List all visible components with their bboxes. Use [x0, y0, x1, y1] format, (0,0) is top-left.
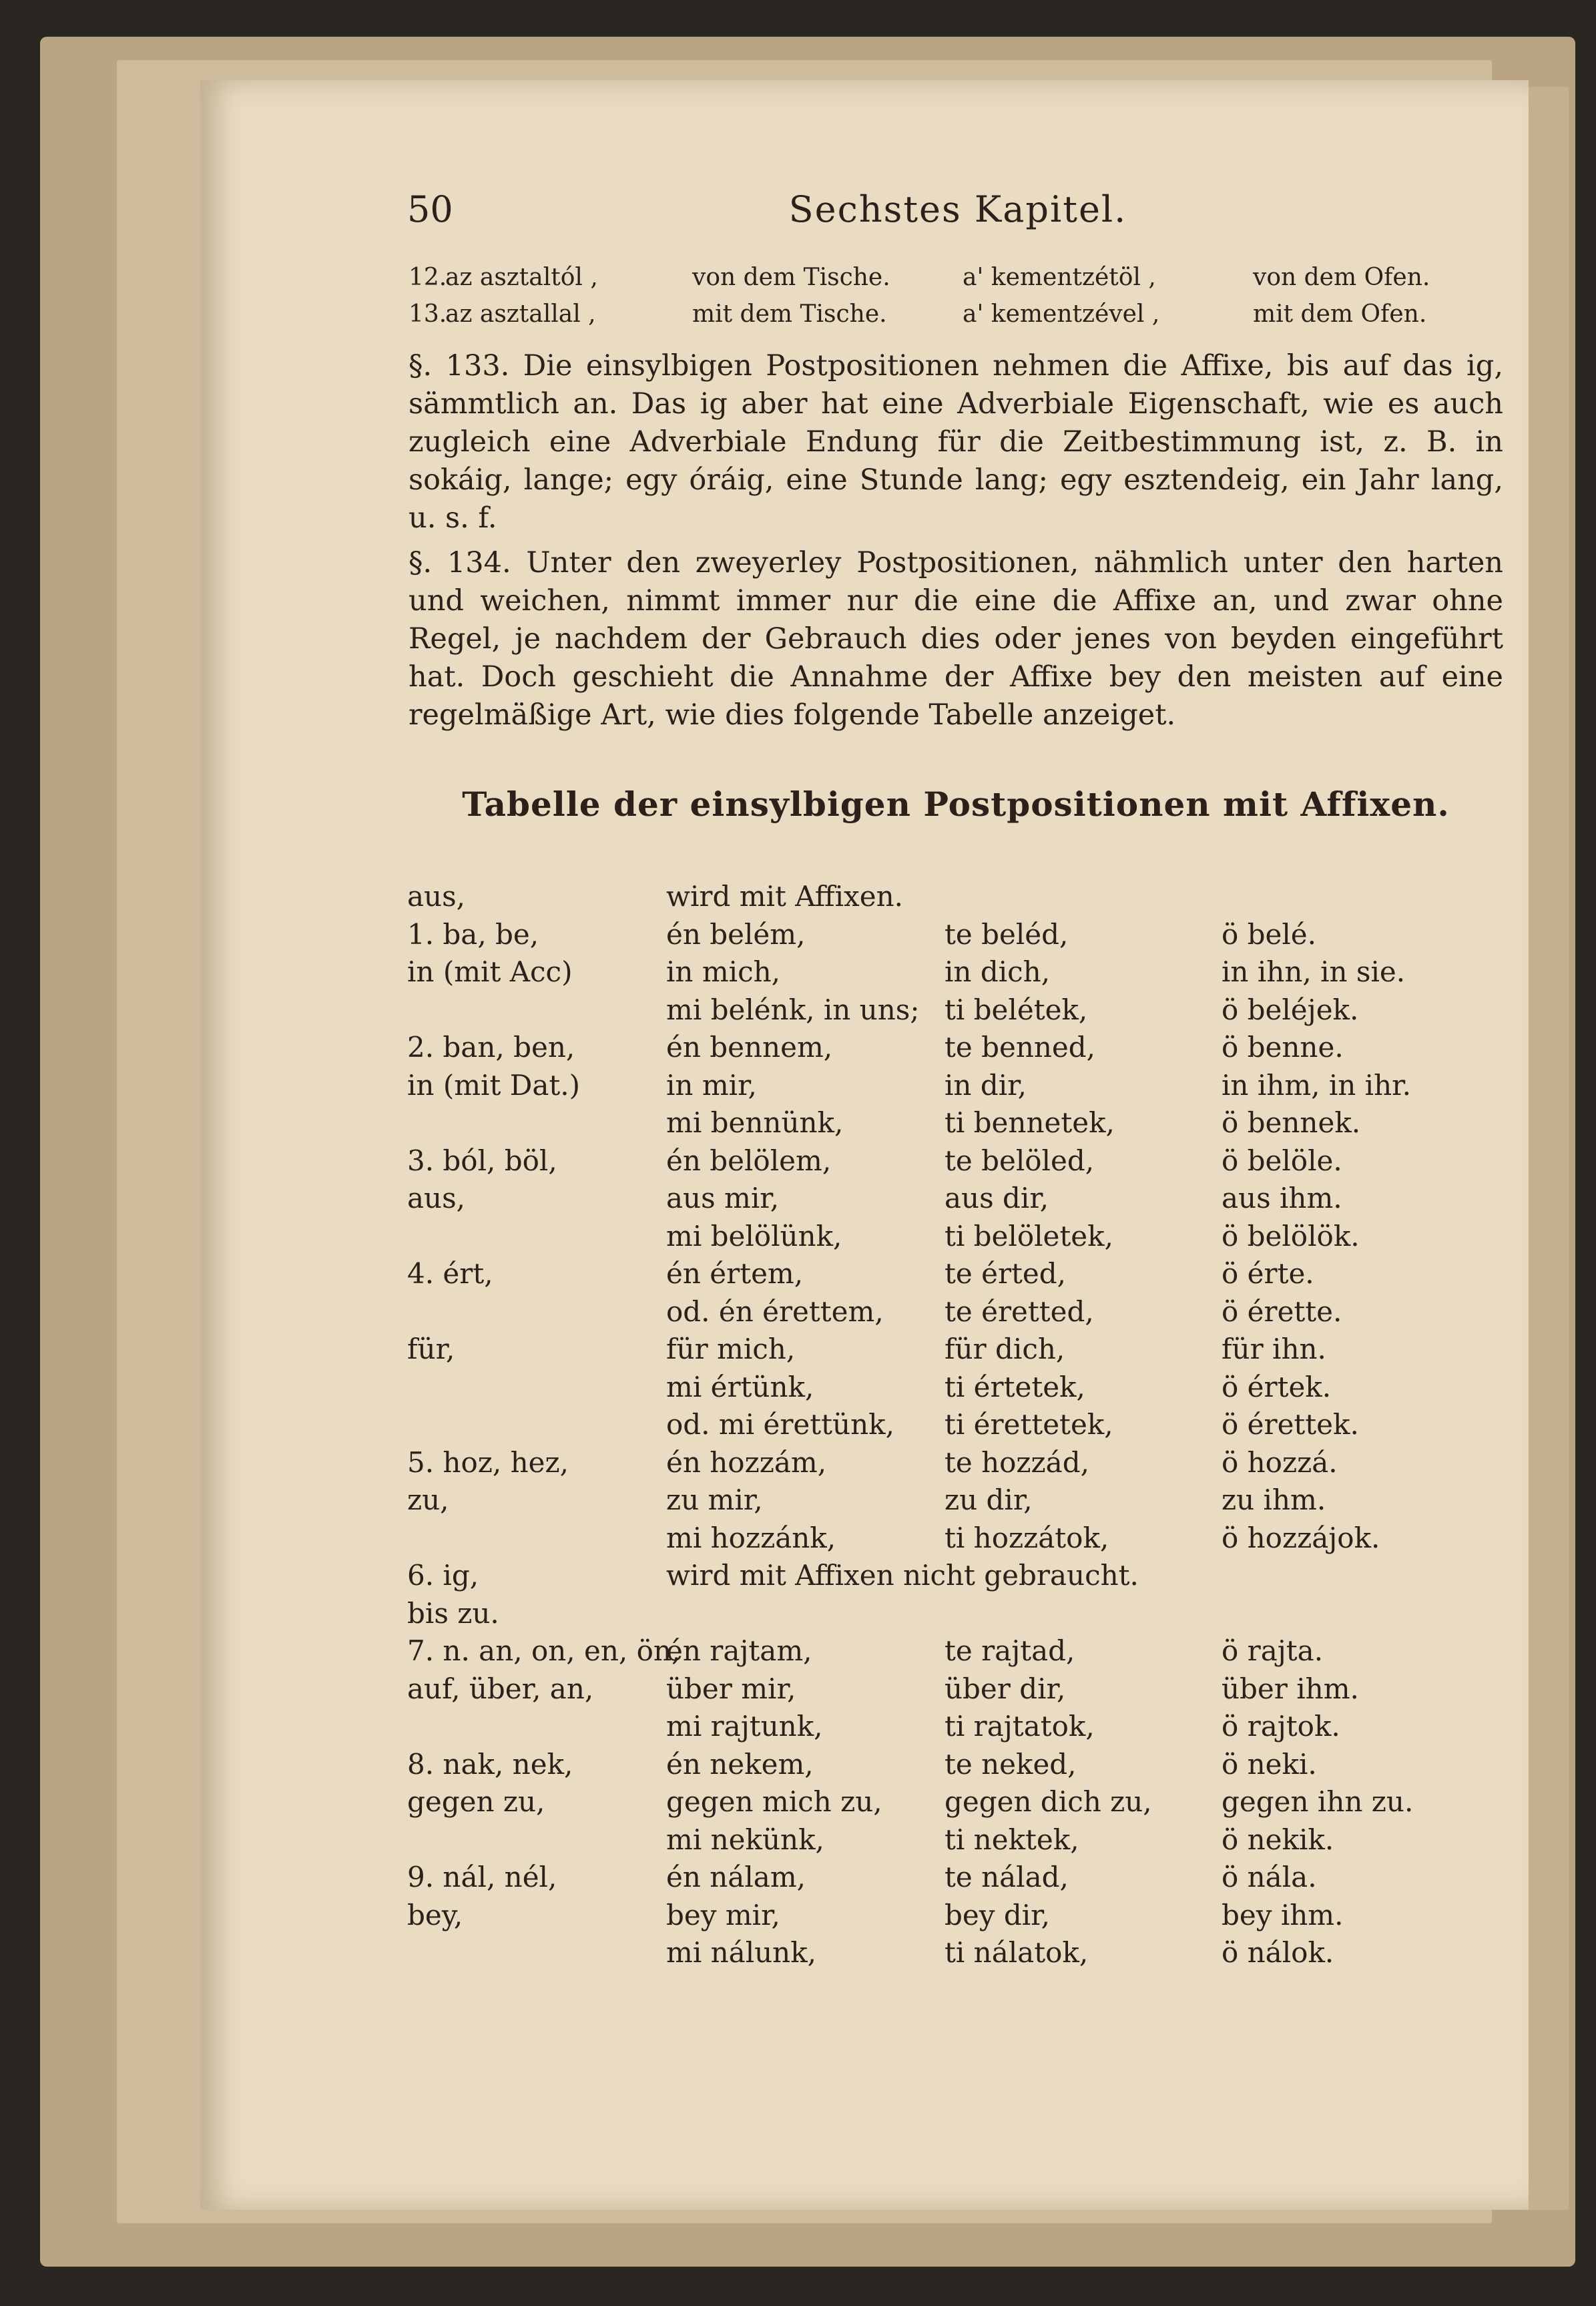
postposition-cell: 4. ért,	[407, 1257, 493, 1290]
third-person-cell: ö hozzájok.	[1222, 1522, 1380, 1554]
table-row	[0, 1220, 1596, 1257]
table-row	[0, 1559, 1596, 1596]
table-row	[0, 1106, 1596, 1144]
second-person-cell: te belöled,	[945, 1144, 1095, 1177]
second-person-cell: ti belétek,	[945, 993, 1088, 1026]
second-person-cell: ti hozzátok,	[945, 1522, 1109, 1554]
table-row	[0, 1785, 1596, 1823]
postposition-cell: in (mit Acc)	[407, 955, 573, 988]
vocab-line	[409, 300, 1503, 334]
first-person-cell: én nekem,	[666, 1748, 814, 1781]
second-person-cell: in dir,	[945, 1069, 1027, 1102]
third-person-cell: aus ihm.	[1222, 1182, 1342, 1214]
paragraph-133: §. 133. Die einsylbigen Postpositionen nehmen die Affixe, bis auf das ig, sämmtlich an. Das ig aber hat eine Adverbiale Eigenschaft, wie es auch zugleich eine Adverbiale Endung für die Zeitbestimmung ist, z. B. in sokáig, lange; egy óráig, eine Stunde lang; egy esztendeig, ein Jahr lang, u. s. f.	[409, 349, 1503, 535]
table-row	[0, 1634, 1596, 1672]
paragraph-134: §. 134. Unter den zweyerley Postpositionen, nähmlich unter den harten und weichen, nimmt immer nur die eine die Affixe an, und zwar ohne Regel, je nachdem der Gebrauch dies oder jenes von beyden eingeführt hat. Doch geschieht die Annahme der Affixe bey den meisten auf eine regelmäßige Art, wie dies folgende Tabelle anzeiget.	[409, 546, 1503, 732]
third-person-cell: ö belöle.	[1222, 1144, 1342, 1177]
first-person-cell: wird mit Affixen nicht gebraucht.	[666, 1559, 1139, 1592]
first-person-cell: én belölem,	[666, 1144, 832, 1177]
table-row	[0, 1295, 1596, 1333]
table-row	[0, 1899, 1596, 1936]
second-person-cell: ti bennetek,	[945, 1106, 1115, 1139]
postposition-cell: aus,	[407, 880, 465, 913]
first-person-cell: én hozzám,	[666, 1446, 827, 1479]
third-person-cell: ö rajtok.	[1222, 1710, 1340, 1743]
second-person-cell: te neked,	[945, 1748, 1077, 1781]
third-person-cell: ö beléjek.	[1222, 993, 1359, 1026]
table-row	[0, 880, 1596, 917]
vocab-german: von dem Ofen.	[1253, 264, 1430, 291]
second-person-cell: gegen dich zu,	[945, 1785, 1152, 1818]
table-row	[0, 1446, 1596, 1483]
table-row	[0, 1936, 1596, 1974]
third-person-cell: bey ihm.	[1222, 1899, 1344, 1931]
postposition-cell: 9. nál, nél,	[407, 1861, 557, 1893]
third-person-cell: ö rajta.	[1222, 1634, 1324, 1667]
table-row	[0, 1710, 1596, 1747]
second-person-cell: ti rajtatok,	[945, 1710, 1095, 1743]
vocab-hungarian: a' kementzétöl ,	[963, 264, 1156, 291]
third-person-cell: ö érte.	[1222, 1257, 1314, 1290]
postposition-cell: 3. ból, böl,	[407, 1144, 557, 1177]
third-person-cell: für ihn.	[1222, 1333, 1326, 1365]
third-person-cell: ö nálok.	[1222, 1936, 1334, 1969]
first-person-cell: in mir,	[666, 1069, 757, 1102]
postposition-cell: für,	[407, 1333, 455, 1365]
second-person-cell: ti érettetek,	[945, 1408, 1113, 1441]
first-person-cell: én értem,	[666, 1257, 804, 1290]
third-person-cell: über ihm.	[1222, 1672, 1359, 1705]
second-person-cell: zu dir,	[945, 1483, 1033, 1516]
postposition-cell: 2. ban, ben,	[407, 1031, 575, 1064]
first-person-cell: én belém,	[666, 918, 806, 951]
third-person-cell: in ihm, in ihr.	[1222, 1069, 1411, 1102]
third-person-cell: gegen ihn zu.	[1222, 1785, 1414, 1818]
second-person-cell: te nálad,	[945, 1861, 1069, 1893]
first-person-cell: én nálam,	[666, 1861, 806, 1893]
third-person-cell: zu ihm.	[1222, 1483, 1326, 1516]
first-person-cell: mi nálunk,	[666, 1936, 817, 1969]
table-row	[0, 1672, 1596, 1710]
postposition-cell: 6. ig,	[407, 1559, 479, 1592]
third-person-cell: in ihn, in sie.	[1222, 955, 1406, 988]
postposition-cell: auf, über, an,	[407, 1672, 594, 1705]
table-row	[0, 1597, 1596, 1634]
table-row	[0, 1522, 1596, 1559]
postposition-cell: aus,	[407, 1182, 465, 1214]
table-row	[0, 1823, 1596, 1861]
vocab-line	[409, 264, 1503, 297]
vocab-german: mit dem Tische.	[692, 300, 887, 328]
postposition-cell: 5. hoz, hez,	[407, 1446, 569, 1479]
first-person-cell: aus mir,	[666, 1182, 780, 1214]
second-person-cell: te hozzád,	[945, 1446, 1089, 1479]
third-person-cell: ö nála.	[1222, 1861, 1317, 1893]
second-person-cell: aus dir,	[945, 1182, 1049, 1214]
second-person-cell: ti nálatok,	[945, 1936, 1089, 1969]
first-person-cell: mi hozzánk,	[666, 1522, 836, 1554]
second-person-cell: über dir,	[945, 1672, 1066, 1705]
first-person-cell: zu mir,	[666, 1483, 763, 1516]
first-person-cell: mi értünk,	[666, 1371, 814, 1403]
first-person-cell: mi nekünk,	[666, 1823, 824, 1856]
second-person-cell: ti értetek,	[945, 1371, 1085, 1403]
first-person-cell: od. mi érettünk,	[666, 1408, 894, 1441]
second-person-cell: te rajtad,	[945, 1634, 1075, 1667]
postposition-cell: zu,	[407, 1483, 449, 1516]
first-person-cell: én bennem,	[666, 1031, 833, 1064]
postposition-cell: bey,	[407, 1899, 463, 1931]
first-person-cell: für mich,	[666, 1333, 796, 1365]
postposition-cell: 1. ba, be,	[407, 918, 539, 951]
first-person-cell: mi belénk, in uns;	[666, 993, 920, 1026]
third-person-cell: ö nekik.	[1222, 1823, 1334, 1856]
vocab-hungarian: az asztallal ,	[445, 300, 596, 328]
second-person-cell: für dich,	[945, 1333, 1065, 1365]
second-person-cell: te beléd,	[945, 918, 1069, 951]
vocab-german: mit dem Ofen.	[1253, 300, 1427, 328]
table-row	[0, 1182, 1596, 1219]
second-person-cell: ti nektek,	[945, 1823, 1079, 1856]
second-person-cell: bey dir,	[945, 1899, 1050, 1931]
first-person-cell: mi rajtunk,	[666, 1710, 823, 1743]
second-person-cell: ti belöletek,	[945, 1220, 1113, 1252]
third-person-cell: ö neki.	[1222, 1748, 1317, 1781]
second-person-cell: te éretted,	[945, 1295, 1094, 1328]
postposition-cell: bis zu.	[407, 1597, 499, 1630]
second-person-cell: te érted,	[945, 1257, 1066, 1290]
vocab-number: 13.	[409, 300, 447, 328]
running-title: Sechstes Kapitel.	[788, 188, 1127, 230]
third-person-cell: ö értek.	[1222, 1371, 1332, 1403]
table-row	[0, 1483, 1596, 1521]
first-person-cell: in mich,	[666, 955, 781, 988]
table-row	[0, 1069, 1596, 1106]
table-row	[0, 993, 1596, 1031]
third-person-cell: ö érettek.	[1222, 1408, 1359, 1441]
table-row	[0, 1861, 1596, 1898]
third-person-cell: ö belölök.	[1222, 1220, 1360, 1252]
second-person-cell: in dich,	[945, 955, 1051, 988]
first-person-cell: über mir,	[666, 1672, 796, 1705]
first-person-cell: wird mit Affixen.	[666, 880, 903, 913]
third-person-cell: ö érette.	[1222, 1295, 1342, 1328]
table-row	[0, 1031, 1596, 1068]
second-person-cell: te benned,	[945, 1031, 1096, 1064]
vocab-hungarian: a' kementzével ,	[963, 300, 1160, 328]
table-row	[0, 1408, 1596, 1445]
postposition-cell: 8. nak, nek,	[407, 1748, 573, 1781]
page-number: 50	[407, 188, 453, 230]
third-person-cell: ö bennek.	[1222, 1106, 1361, 1139]
running-header	[407, 188, 1509, 235]
table-row	[0, 1748, 1596, 1785]
first-person-cell: mi bennünk,	[666, 1106, 844, 1139]
table-row	[0, 1144, 1596, 1182]
third-person-cell: ö benne.	[1222, 1031, 1344, 1064]
table-row	[0, 1333, 1596, 1370]
vocab-number: 12.	[409, 264, 447, 291]
first-person-cell: én rajtam,	[666, 1634, 812, 1667]
postposition-cell: gegen zu,	[407, 1785, 545, 1818]
table-row	[0, 918, 1596, 955]
postposition-cell: in (mit Dat.)	[407, 1069, 581, 1102]
first-person-cell: od. én érettem,	[666, 1295, 884, 1328]
first-person-cell: mi belölünk,	[666, 1220, 842, 1252]
third-person-cell: ö hozzá.	[1222, 1446, 1338, 1479]
vocab-hungarian: az asztaltól ,	[445, 264, 598, 291]
table-row	[0, 1257, 1596, 1295]
third-person-cell: ö belé.	[1222, 918, 1317, 951]
first-person-cell: gegen mich zu,	[666, 1785, 882, 1818]
vocab-german: von dem Tische.	[692, 264, 890, 291]
postposition-cell: 7. n. an, on, en, ön,	[407, 1634, 681, 1667]
table-title: Tabelle der einsylbigen Postpositionen mit Affixen.	[462, 784, 1450, 824]
table-row	[0, 1371, 1596, 1408]
table-row	[0, 955, 1596, 993]
first-person-cell: bey mir,	[666, 1899, 780, 1931]
